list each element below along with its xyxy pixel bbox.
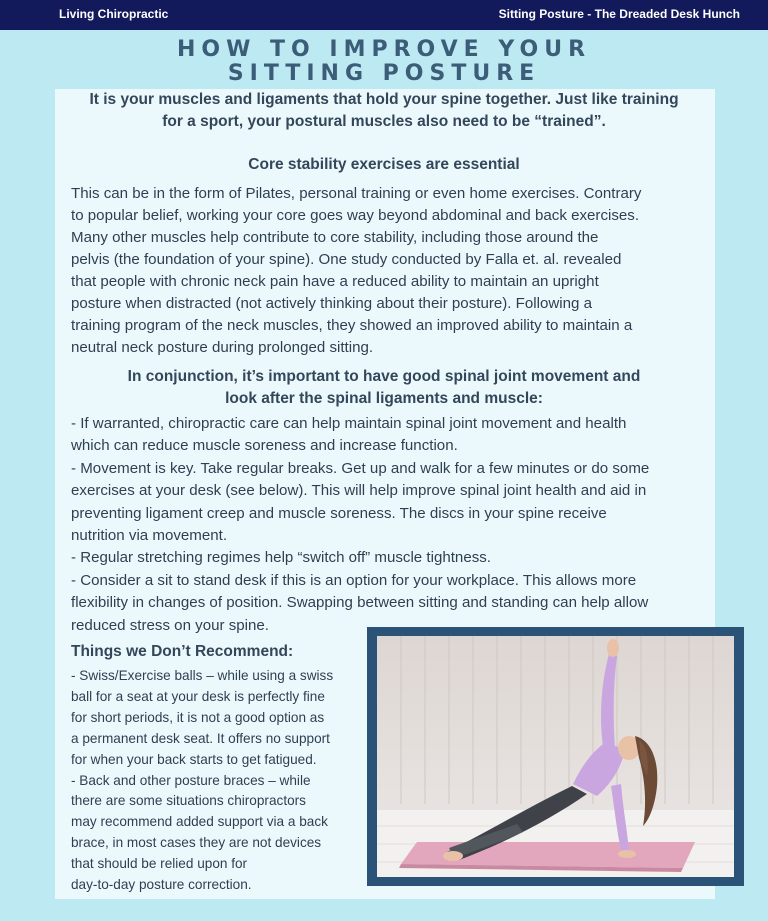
yoga-photo-frame [367, 627, 744, 886]
list-line: flexibility in changes of position. Swapping between sitting and standing can help allow [71, 594, 649, 612]
list-line: for short periods, it is not a good option as [71, 709, 325, 725]
page-topic: Sitting Posture - The Dreaded Desk Hunch [498, 7, 740, 21]
list-line: exercises at your desk (see below). This will help improve spinal joint health and aid in [71, 482, 647, 500]
list-line: - Consider a sit to stand desk if this is an option for your workplace. This allows more [71, 571, 637, 589]
list-line: day-to-day posture correction. [71, 877, 252, 893]
intro-text [0, 89, 768, 133]
conjunction-heading-line-1: In conjunction, it’s important to have good spinal joint movement and [127, 368, 641, 385]
dont-recommend-heading: Things we Don’t Recommend: [71, 643, 294, 660]
site-name: Living Chiropractic [59, 7, 169, 21]
list-line: - Back and other posture braces – while [71, 772, 311, 788]
page-title-line-1: HOW TO IMPROVE YOUR [176, 37, 592, 62]
list-line: for when your back starts to get fatigued. [71, 751, 317, 767]
core-line: posture when distracted (not actively thinking about their posture). Following a [71, 295, 593, 312]
list-line: preventing ligament creep and muscle soreness. The discs in your spine receive [71, 504, 607, 522]
core-line: that people with chronic neck pain have a reduced ability to maintain an upright [71, 273, 599, 290]
list-line: ball for a seat at your desk is perfectly fine [71, 688, 325, 704]
dont-recommend-list [71, 666, 363, 896]
intro-line-1: It is your muscles and ligaments that hold your spine together. Just like training [89, 91, 679, 108]
yoga-side-plank-photo [377, 636, 734, 877]
list-line: - If warranted, chiropractic care can help maintain spinal joint movement and health [71, 415, 627, 432]
list-line: a permanent desk seat. It offers no support [71, 730, 330, 746]
conjunction-list [71, 413, 711, 637]
core-line: This can be in the form of Pilates, personal training or even home exercises. Contrary [71, 185, 642, 202]
core-line: training program of the neck muscles, they showed an improved ability to maintain a [71, 317, 633, 334]
list-line: - Movement is key. Take regular breaks. Get up and walk for a few minutes or do some [71, 459, 650, 477]
core-heading: Core stability exercises are essential [248, 156, 520, 173]
list-line: - Regular stretching regimes help “switch off” muscle tightness. [71, 549, 492, 567]
header-bar [0, 0, 768, 30]
list-line: there are some situations chiropractors [71, 793, 306, 809]
core-line: neutral neck posture during prolonged sitting. [71, 339, 374, 356]
list-line: that should be relied upon for [71, 856, 248, 872]
list-line: which can reduce muscle soreness and increase function. [71, 437, 458, 455]
conjunction-heading [0, 366, 768, 410]
intro-line-2: for a sport, your postural muscles also need to be “trained”. [162, 113, 606, 130]
core-line: pelvis (the foundation of your spine). One study conducted by Falla et. al. revealed [71, 251, 622, 268]
conjunction-heading-line-2: look after the spinal ligaments and muscle: [225, 390, 543, 407]
core-line: to popular belief, working your core goes way beyond abdominal and back exercises. [71, 207, 640, 224]
list-line: - Swiss/Exercise balls – while using a swiss [71, 668, 334, 683]
core-line: Many other muscles help contribute to core stability, including those around the [71, 229, 599, 246]
core-paragraph [71, 183, 711, 359]
list-line: reduced stress on your spine. [71, 616, 270, 634]
list-line: brace, in most cases they are not devices [71, 835, 322, 851]
page-title [0, 38, 768, 86]
list-line: nutrition via movement. [71, 527, 228, 545]
page-title-line-2: SITTING POSTURE [227, 61, 541, 86]
list-line: may recommend added support via a back [71, 814, 328, 830]
